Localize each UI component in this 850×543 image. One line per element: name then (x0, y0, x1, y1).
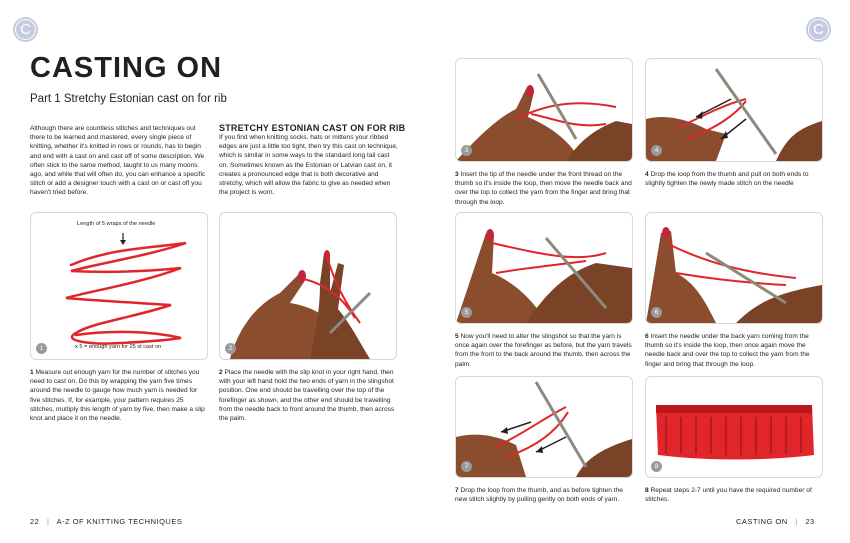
step-label: 1 (30, 369, 34, 376)
step-number-badge: 7 (461, 461, 472, 472)
page-title: CASTING ON (30, 52, 223, 84)
footer-divider: | (46, 517, 50, 526)
step-text: Drop the loop from the thumb, and as before tighten the new stitch slightly by pulling gently on both ends of yarn. (455, 487, 623, 504)
hands-photo (456, 59, 632, 161)
step-4-caption (645, 170, 823, 188)
step-number-badge: 6 (651, 307, 662, 318)
section-heading: STRETCHY ESTONIAN CAST ON FOR RIB (219, 123, 406, 133)
knitting-swatch-photo (646, 377, 822, 477)
step-number-badge: 3 (461, 145, 472, 156)
step-number-badge: 4 (651, 145, 662, 156)
step-1-image (30, 212, 208, 360)
step-2-caption (219, 368, 399, 423)
hands-photo (456, 377, 632, 477)
chapter-badge-right: C (806, 17, 831, 42)
step-1-caption (30, 368, 208, 423)
page-subtitle: Part 1 Stretchy Estonian cast on for rib (30, 93, 227, 105)
section-paragraph: If you find when knitting socks, hats or mittens your ribbed edges are just a little too tight, then try this cast on technique, which is similar in some ways to the standard long tail cast on. Sometimes known as the Estonian or Latvian cast on, it creates a pronounced edge that is both decorative and stretchy, which will allow the fabric to give as needed when the project is worn. (219, 134, 398, 197)
footer-divider: | (795, 517, 798, 526)
step-text: Measure out enough yarn for the number of stitches you need to cast on. Do this by wrapping the yarn five times around the needle to gauge how much yarn is needed for five stitches. If, for example, your pattern requires 25 stitches, multiply this length of yarn by five, then make a slip knot and place it on the needle. (30, 369, 205, 423)
step-label: 6 (645, 333, 649, 340)
step-7-caption (455, 486, 633, 504)
step-label: 2 (219, 369, 223, 376)
step-text: Insert the tip of the needle under the front thread on the thumb so it's inside the loop, then move the needle back and over the top to collect the yarn from the finger and bring that through the loop. (455, 171, 632, 206)
step-8-caption (645, 486, 823, 504)
hands-photo (456, 213, 632, 323)
step-label: 7 (455, 487, 459, 494)
step-5-image (455, 212, 633, 324)
hands-photo (646, 59, 822, 161)
step-6-image (645, 212, 823, 324)
step-number-badge: 8 (651, 461, 662, 472)
footer-chapter-title: CASTING ON (736, 517, 788, 526)
step-label: 8 (645, 487, 649, 494)
step-4-image (645, 58, 823, 162)
step-label: 5 (455, 333, 459, 340)
step-text: Insert the needle under the back yarn coming from the thumb so it's inside the loop, then once again move the needle back and over the top to collect the yarn from the finger and bring that through the loop. (645, 333, 810, 368)
step-text: Now you'll need to alter the slingshot so that the yarn is once again over the forefinger as before, but the yarn travels from the front to the back around the thumb, then across the palm. (455, 333, 632, 368)
step-number-badge: 5 (461, 307, 472, 318)
hands-photo (646, 213, 822, 323)
step-text: Drop the loop from the thumb and pull on both ends to slightly tighten the newly made stitch on the needle (645, 171, 809, 188)
step-5-caption (455, 332, 633, 369)
chapter-badge-left: C (13, 17, 38, 42)
step-text: Repeat steps 2-7 until you have the required number of stitches. (645, 487, 812, 504)
hands-photo (220, 213, 396, 359)
footer-right (736, 517, 815, 526)
step-7-image (455, 376, 633, 478)
page-number-left: 22 (30, 517, 40, 526)
step-number-badge: 1 (36, 343, 47, 354)
footer-book-title: A-Z OF KNITTING TECHNIQUES (56, 517, 183, 526)
diagram-label-top: Length of 5 wraps of the needle (77, 221, 156, 227)
step-number-badge: 2 (225, 343, 236, 354)
step-8-image (645, 376, 823, 478)
step-2-image (219, 212, 397, 360)
step-3-caption (455, 170, 633, 207)
step-3-image (455, 58, 633, 162)
intro-paragraph: Although there are countless stitches and techniques out there to be learned and mastered, every single piece of knitting, whether it's knitted in rows or rounds, has to begin and end with a cast on and cast off of some description. We often stick to the same method, taught to us many moons ago, and while that will often do, you can enhance a specific stitch or add a designer touch with a cast on or cast off you haven't tried before. (30, 125, 206, 197)
diagram-label-bottom: x 5 = enough yarn for 25 st cast on (75, 344, 162, 350)
step-text: Place the needle with the slip knot in your right hand, then with your left hand hold the two ends of yarn in the slingshot position. One end should be travelling over the top of the forefinger as shown, and the other end should be travelling from the needle back to front around the thumb, then across the palm. (219, 369, 395, 423)
yarn-diagram (31, 213, 207, 359)
step-label: 4 (645, 171, 649, 178)
page-number-right: 23 (805, 517, 815, 526)
step-6-caption (645, 332, 823, 369)
step-label: 3 (455, 171, 459, 178)
footer-left (30, 517, 182, 526)
